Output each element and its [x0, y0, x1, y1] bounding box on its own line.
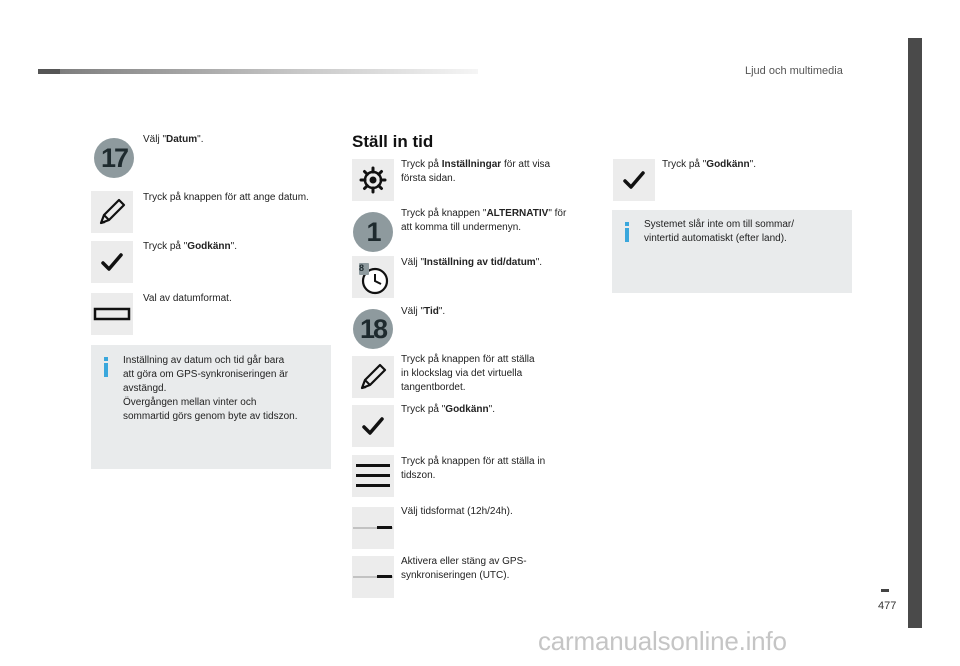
checkmark-icon — [100, 250, 124, 274]
checkmark-icon — [361, 414, 385, 438]
godkann-text-3: Tryck på "Godkänn". — [662, 159, 756, 170]
check-icon-box — [91, 241, 133, 283]
step-1-badge: 1 — [353, 212, 393, 252]
pencil-icon — [96, 196, 128, 228]
left-info-box — [91, 345, 331, 469]
step-17-badge: 17 — [94, 138, 134, 178]
alternativ-text: Tryck på knappen "ALTERNATIV" för att komma till undermenyn. — [401, 208, 567, 233]
checkmark-icon — [622, 168, 646, 192]
toggle-slider-icon — [353, 572, 393, 582]
gps-text: Aktivera eller stäng av GPS- synkroniseringen (UTC). — [401, 556, 527, 581]
page-number: 477 — [878, 600, 897, 612]
settings-text: Tryck på Inställningar för att visa första sidan. — [401, 159, 551, 184]
tid-text: Välj "Tid". — [401, 306, 446, 317]
format-icon-box — [91, 293, 133, 335]
tidsformat-text: Välj tidsformat (12h/24h). — [401, 506, 513, 517]
pencil-date-text: Tryck på knappen för att ange datum. — [143, 192, 309, 203]
page-edge-strip — [908, 38, 922, 628]
timezone-icon-box — [352, 455, 394, 497]
pencil-icon — [357, 361, 389, 393]
info-icon — [101, 357, 111, 377]
gps-icon-box — [352, 556, 394, 598]
watermark: carmanualsonline.info — [538, 626, 787, 656]
installning-text: Välj "Inställning av tid/datum". — [401, 257, 543, 268]
settings-icon-box — [352, 159, 394, 201]
page-tick — [881, 589, 889, 592]
date-format-text: Val av datumformat. — [143, 293, 232, 304]
pencil-icon-box — [91, 191, 133, 233]
step-17-text: Välj "Datum". — [143, 134, 204, 145]
pencil-icon-box-2 — [352, 356, 394, 398]
right-info-box — [612, 210, 852, 293]
godkann-text-2: Tryck på "Godkänn". — [401, 404, 495, 415]
info-icon — [622, 222, 632, 242]
section-title: Ställ in tid — [352, 132, 434, 151]
gear-icon — [359, 166, 387, 194]
toggle-slider-icon — [353, 523, 393, 533]
left-info-text: Inställning av datum och tid går bara att göra om GPS-synkroniseringen är avstängd. Övergången mellan vinter och sommartid görs genom byte av tidszon. — [123, 355, 298, 422]
header-gradient-bar — [38, 69, 478, 74]
check-icon-box-2 — [352, 405, 394, 447]
date-format-icon — [93, 307, 131, 321]
menu-list-icon — [355, 462, 391, 490]
tidszon-text: Tryck på knappen för att ställa in tidszon. — [401, 456, 546, 481]
step-18-badge: 18 — [353, 309, 393, 349]
clock-badge: 8 — [359, 263, 365, 273]
section-label: Ljud och multimedia — [745, 65, 843, 77]
time-format-icon-box — [352, 507, 394, 549]
pencil-time-text: Tryck på knappen för att ställa in klockslag via det virtuella tangentbordet. — [401, 354, 535, 393]
godkann-text-1: Tryck på "Godkänn". — [143, 241, 237, 252]
check-icon-box-3 — [613, 159, 655, 201]
right-info-text: Systemet slår inte om till sommar/ vintertid automatiskt (efter land). — [644, 219, 795, 244]
